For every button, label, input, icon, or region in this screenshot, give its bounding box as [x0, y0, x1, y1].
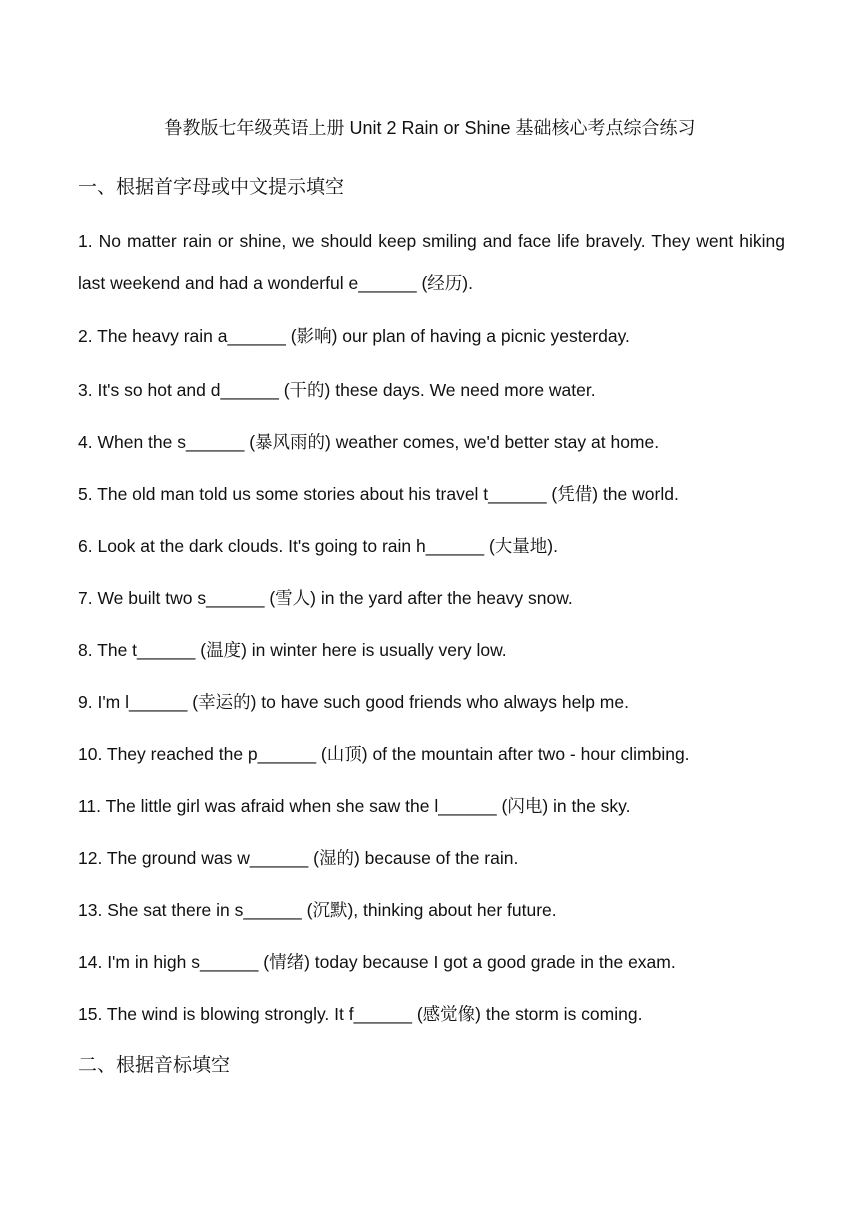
document-title: 鲁教版七年级英语上册 Unit 2 Rain or Shine 基础核心考点综合练习: [164, 118, 696, 138]
question-7: 7. We built two s______ (雪人) in the yard after the heavy snow.: [78, 588, 573, 608]
question-8: 8. The t______ (温度) in winter here is usually very low.: [78, 640, 507, 660]
question-6: 6. Look at the dark clouds. It's going to rain h______ (大量地).: [78, 536, 558, 556]
question-11: 11. The little girl was afraid when she saw the l______ (闪电) in the sky.: [78, 796, 631, 816]
question-1: 1. No matter rain or shine, we should keep smiling and face life bravely. They went hiking last weekend and had a wonderful e______ (经历).: [78, 231, 785, 293]
question-2: 2. The heavy rain a______ (影响) our plan of having a picnic yesterday.: [78, 326, 630, 346]
question-14: 14. I'm in high s______ (情绪) today because I got a good grade in the exam.: [78, 952, 676, 972]
question-5: 5. The old man told us some stories about his travel t______ (凭借) the world.: [78, 484, 679, 504]
question-10: 10. They reached the p______ (山顶) of the mountain after two - hour climbing.: [78, 744, 690, 764]
question-13: 13. She sat there in s______ (沉默), thinking about her future.: [78, 900, 557, 920]
section-heading-1: 一、根据首字母或中文提示填空: [78, 176, 345, 198]
question-9: 9. I'm l______ (幸运的) to have such good friends who always help me.: [78, 692, 629, 712]
question-15: 15. The wind is blowing strongly. It f______ (感觉像) the storm is coming.: [78, 1004, 643, 1024]
question-3: 3. It's so hot and d______ (干的) these days. We need more water.: [78, 380, 596, 400]
question-12: 12. The ground was w______ (湿的) because of the rain.: [78, 848, 519, 868]
section-heading-2: 二、根据音标填空: [78, 1054, 231, 1076]
question-4: 4. When the s______ (暴风雨的) weather comes, we'd better stay at home.: [78, 432, 660, 452]
